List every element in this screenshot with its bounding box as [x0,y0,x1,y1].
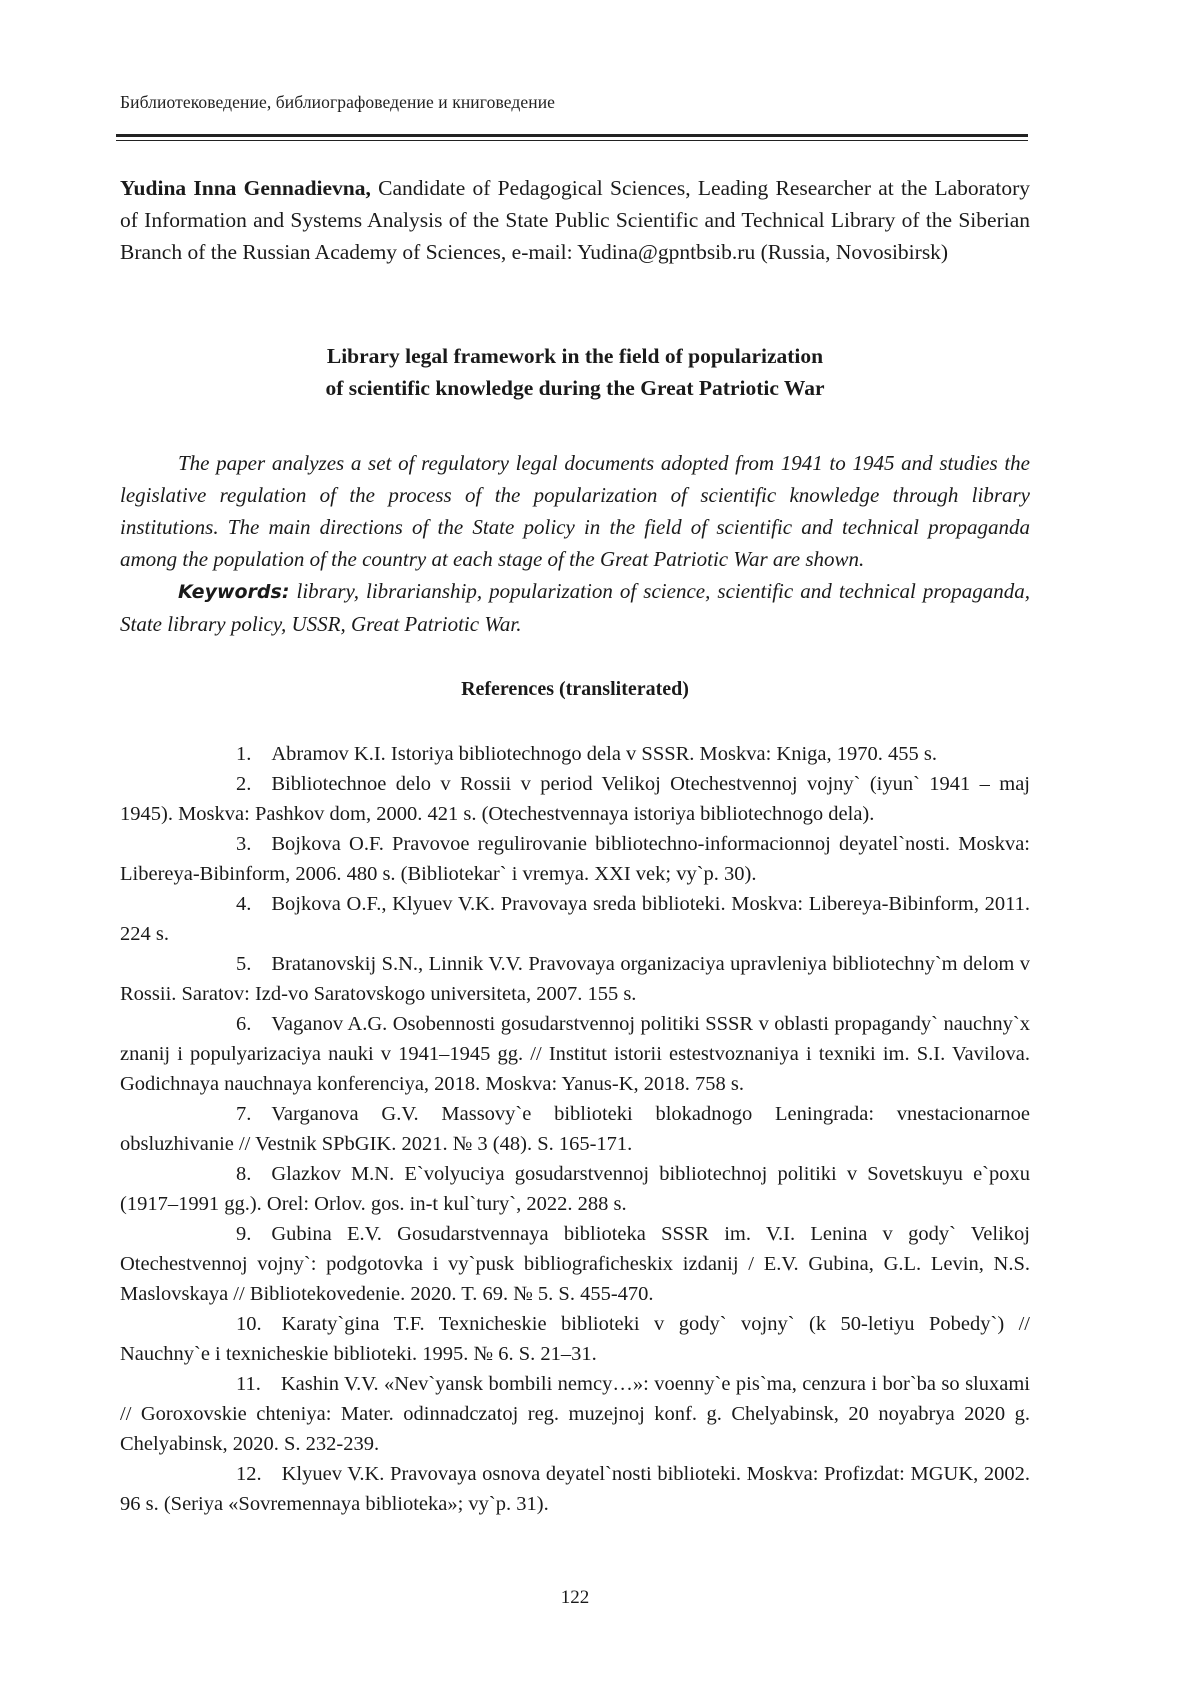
reference-number: 4. [236,893,252,915]
reference-item [120,889,1030,949]
reference-number: 8. [236,1163,252,1185]
keywords-label: Keywords: [178,581,290,603]
reference-item [120,829,1030,889]
reference-item [120,949,1030,1009]
keywords-text: library, librarianship, popularization of science, scientific and technical propaganda, State library policy, USSR, Great Patriotic War. [120,579,1030,636]
abstract-text: The paper analyzes a set of regulatory legal documents adopted from 1941 to 1945 and studies the legislative regulation of the process of the popularization of scientific knowledge through library institutions. The main directions of the State policy in the field of scientific and technical propaganda among the population of the country at each stage of the Great Patriotic War are shown. [120,451,1030,571]
article-title-line-1: Library legal framework in the field of popularization [326,344,824,368]
reference-text: Varganova G.V. Massovy`e biblioteki blokadnogo Leningrada: vnestacionarnoe obsluzhivanie // Vestnik SPbGIK. 2021. № 3 (48). S. 165-171. [120,1103,1030,1155]
references-list [120,739,1030,1519]
reference-number: 1. [236,743,252,765]
reference-text: Bojkova O.F., Klyuev V.K. Pravovaya sreda biblioteki. Moskva: Libereya-Bibinform, 2011. 224 s. [120,893,1030,945]
reference-text: Bojkova O.F. Pravovoe regulirovanie bibliotechno-informacionnoj deyatel`nosti. Moskva: Libereya-Bibinform, 2006. 480 s. (Bibliotekar` i vremya. XXI vek; vy`p. 30). [120,833,1030,885]
reference-text: Kashin V.V. «Nev`yansk bombili nemcy…»: voenny`e pis`ma, cenzura i bor`ba so sluxami // Goroxovskie chteniya: Mater. odinnadczatoj reg. muzejnoj konf. g. Chelyabinsk, 20 noyabrya 2020 g. Chelyabinsk, 2020. S. 232-239. [120,1373,1030,1455]
reference-text: Karaty`gina T.F. Texnicheskie biblioteki v gody` vojny` (k 50-letiyu Pobedy`) // Nauchny`e i texnicheskie biblioteki. 1995. № 6. S. 21–31. [120,1313,1030,1365]
reference-text: Klyuev V.K. Pravovaya osnova deyatel`nosti biblioteki. Moskva: Profizdat: MGUK, 2002. 96 s. (Seriya «Sovremennaya biblioteka»; vy`p. 31). [120,1463,1030,1515]
reference-item [120,1309,1030,1369]
abstract-block [120,447,1030,640]
reference-item [120,1099,1030,1159]
reference-number: 12. [236,1463,262,1485]
reference-item [120,739,1030,769]
reference-number: 11. [236,1373,261,1395]
reference-text: Abramov K.I. Istoriya bibliotechnogo dela v SSSR. Moskva: Kniga, 1970. 455 s. [271,743,938,765]
reference-number: 3. [236,833,252,855]
reference-item [120,1159,1030,1219]
reference-number: 10. [236,1313,262,1335]
reference-number: 6. [236,1013,252,1035]
reference-text: Gubina E.V. Gosudarstvennaya biblioteka SSSR im. V.I. Lenina v gody` Velikoj Otechestvennoj vojny`: podgotovka i vy`pusk bibliograficheskix izdanij / E.V. Gubina, G.L. Levin, N.S. Maslovskaya // Bibliotekovedenie. 2020. T. 69. № 5. S. 455-470. [120,1223,1030,1305]
header-rule-thin [116,140,1028,141]
page-number: 122 [560,1587,590,1608]
reference-text: Bratanovskij S.N., Linnik V.V. Pravovaya organizaciya upravleniya bibliotechny`m delom v Rossii. Saratov: Izd-vo Saratovskogo universiteta, 2007. 155 s. [120,953,1030,1005]
author-name: Yudina Inna Gennadievna, [120,176,371,200]
reference-number: 7. [236,1103,252,1125]
reference-item [120,1459,1030,1519]
keywords [120,575,1030,640]
reference-text: Glazkov M.N. E`volyuciya gosudarstvennoj bibliotechnoj politiki v Sovetskuyu e`poxu (1917–1991 gg.). Orel: Orlov. gos. in-t kul`tury`, 2022. 288 s. [120,1163,1030,1215]
reference-item [120,1009,1030,1099]
article-title [120,340,1030,404]
reference-item [120,1369,1030,1459]
reference-number: 5. [236,953,252,975]
running-header: Библиотековедение, библиографоведение и книговедение [120,92,556,112]
reference-number: 2. [236,773,252,795]
header-rule-thick [116,134,1028,137]
article-title-line-2: of scientific knowledge during the Great Patriotic War [325,376,825,400]
author-info [120,172,1030,268]
reference-text: Bibliotechnoe delo v Rossii v period Velikoj Otechestvennoj vojny` (iyun` 1941 – maj 1945). Moskva: Pashkov dom, 2000. 421 s. (Otechestvennaya istoriya bibliotechnogo dela). [120,773,1030,825]
reference-number: 9. [236,1223,252,1245]
reference-text: Vaganov A.G. Osobennosti gosudarstvennoj politiki SSSR v oblasti propagandy` nauchny`x znanij i populyarizaciya nauki v 1941–1945 gg. // Institut istorii estestvoznaniya i texniki im. S.I. Vavilova. Godichnaya nauchnaya konferenciya, 2018. Moskva: Yanus-K, 2018. 758 s. [120,1013,1030,1095]
reference-item [120,769,1030,829]
references-heading: References (transliterated) [461,678,689,700]
author-affiliation: Candidate of Pedagogical Sciences, Leading Researcher at the Laboratory of Information and Systems Analysis of the State Public Scientific and Technical Library of the Siberian Branch of the Russian Academy of Sciences, e-mail: Yudina@gpntbsib.ru (Russia, Novosibirsk) [120,176,1030,264]
document-page [120,0,1030,1698]
reference-item [120,1219,1030,1309]
